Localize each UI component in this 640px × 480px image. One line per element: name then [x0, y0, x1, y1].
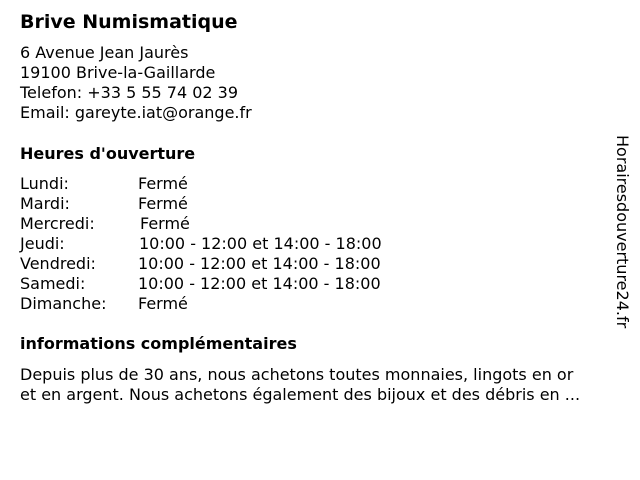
day-label: Mercredi: [20, 214, 95, 233]
info-description [20, 365, 625, 405]
time-value: Fermé [140, 214, 190, 233]
email-address: Email: gareyte.iat@orange.fr [20, 103, 252, 122]
day-label: Jeudi: [20, 234, 65, 253]
time-value: 10:00 - 12:00 et 14:00 - 18:00 [139, 234, 382, 253]
business-name: Brive Numismatique [20, 11, 238, 33]
time-value: 10:00 - 12:00 et 14:00 - 18:00 [138, 274, 381, 293]
time-value: Fermé [138, 294, 188, 313]
city-address: 19100 Brive-la-Gaillarde [20, 63, 216, 82]
day-label: Mardi: [20, 194, 70, 213]
phone-number: Telefon: +33 5 55 74 02 39 [20, 83, 239, 102]
day-label: Samedi: [20, 274, 86, 293]
time-value: Fermé [138, 194, 188, 213]
time-value: Fermé [138, 174, 188, 193]
site-watermark: Horairesdouverture24.fr [613, 135, 632, 329]
info-line-2: et en argent. Nous achetons également des bijoux et des débris en ... [20, 385, 581, 404]
info-line-1: Depuis plus de 30 ans, nous achetons toutes monnaies, lingots en or [20, 365, 574, 384]
street-address: 6 Avenue Jean Jaurès [20, 43, 189, 62]
day-label: Vendredi: [20, 254, 96, 273]
info-heading: informations complémentaires [20, 334, 297, 353]
day-label: Dimanche: [20, 294, 107, 313]
hours-heading: Heures d'ouverture [20, 144, 196, 163]
time-value: 10:00 - 12:00 et 14:00 - 18:00 [138, 254, 381, 273]
address-block [20, 43, 252, 123]
day-label: Lundi: [20, 174, 69, 193]
